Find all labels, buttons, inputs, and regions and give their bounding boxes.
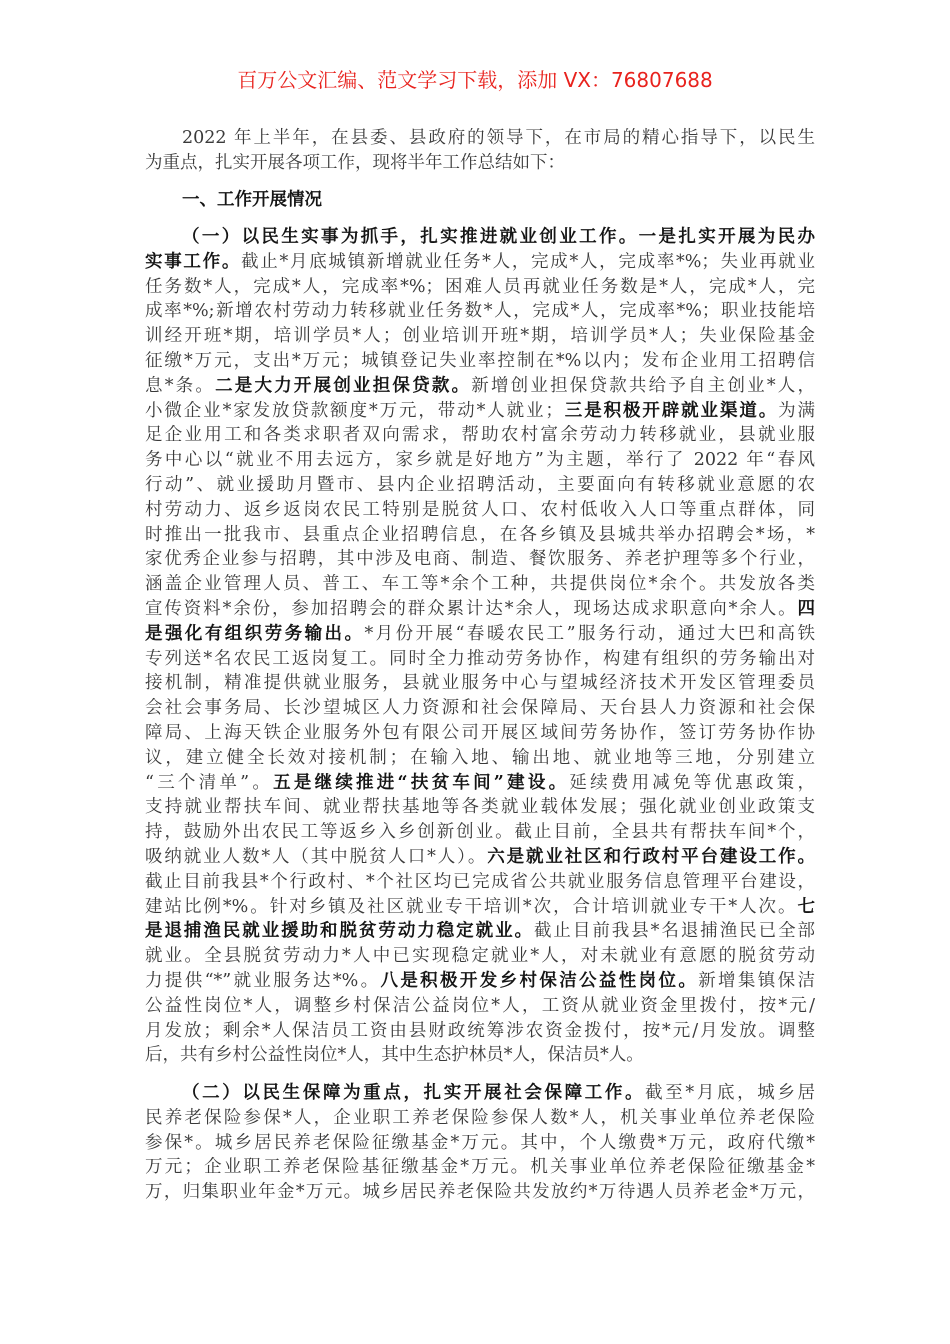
text-line [145,671,815,696]
text-line [145,188,815,213]
body-text: 会社会事务局、长沙望城区人力资源和社会保障局、天台县人力资源和社会保 [145,698,815,719]
body-text: 家优秀企业参与招聘，其中涉及电商、制造、餐饮服务、养老护理等多个行业， [145,549,815,570]
body-text: 障局、上海天铁企业服务外包有限公司开展区域间劳务协作，签订劳务协作协 [145,722,815,743]
body-text: 为满 [778,400,816,421]
text-line [145,448,815,473]
text-line [145,126,815,151]
text-line [145,275,815,300]
text-line [145,721,815,746]
text-line [145,795,815,820]
intro-paragraph [145,126,815,176]
body-text: 时推出一批我市、县重点企业招聘信息，在各乡镇及县城共举办招聘会*场，* [145,524,815,545]
body-text: 参保*。城乡居民养老保险征缴基金*万元。其中，个人缴费*万元，政府代缴* [145,1132,815,1153]
body-text: 训经开班*期，培训学员*人；创业培训开班*期，培训学员*人；失业保险基金 [145,326,815,347]
body-text: 新增创业担保贷款共给予自主创业*人， [471,375,816,396]
body-text: 截止目前我县*名退捕渔民已全部 [533,921,816,942]
bold-text: 七 [797,896,815,917]
text-line [145,151,815,176]
text-line [145,1043,815,1068]
text-line [145,572,815,597]
body-text: 万元；企业职工养老保险基征缴基金*万元。机关事业单位养老保险征缴基金* [145,1157,815,1178]
text-line [145,622,815,647]
body-text: 就业。全县脱贫劳动力*人中已实现稳定就业*人，对未就业有意愿的脱贫劳动 [145,946,815,967]
body-text: 小微企业*家发放贷款额度*万元，带动*人就业； [145,400,563,421]
text-line [145,299,815,324]
body-text: 月发放；剩余*人保洁员工资由县财政统筹涉农资金拨付，按*元/月发放。调整 [145,1020,815,1041]
body-text: 议，建立健全长效对接机制；在输入地、输出地、就业地等三地，分别建立 [145,747,815,768]
section-heading [145,188,815,213]
body-text: 成率*%;新增农村劳动力转移就业任务数*人，完成*人，完成率*%；职业技能培 [145,301,815,322]
text-line [145,1106,815,1131]
bold-text: 二是大力开展创业担保贷款。 [215,375,472,396]
text-line [145,547,815,572]
body-text: 吸纳就业人数*人（其中脱贫人口*人）。 [145,846,488,867]
text-line [145,944,815,969]
text-line [145,250,815,275]
body-text: 延续费用减免等优惠政策， [569,772,815,793]
body-text: *月份开展“春暖农民工”服务行动，通过大巴和高铁 [364,623,815,644]
text-line [145,374,815,399]
text-line [145,597,815,622]
body-text: 力提供“*”就业服务达*%。 [145,970,381,991]
text-line [145,473,815,498]
body-text: 征缴*万元，支出*万元；城镇登记失业率控制在*%以内；发布企业用工招聘信 [145,350,815,371]
text-line [145,994,815,1019]
text-line [145,225,815,250]
bold-text: （一）以民生实事为抓手，扎实推进就业创业工作。一是扎实开展为民办 [182,227,815,247]
text-line [145,870,815,895]
body-text: 宣传资料*余份，参加招聘会的群众累计达*余人，现场达成求职意向*余人。 [145,598,798,619]
text-line [145,349,815,374]
bold-text: 四 [797,598,815,619]
text-line [145,1180,815,1205]
body-text: “三个清单”。 [145,772,274,793]
text-line [145,399,815,424]
body-text: 村劳动力、返乡返岗农民工特别是脱贫人口、农村低收入人口等重点群体，同 [145,499,815,520]
body-text: 涵盖企业管理人员、普工、车工等*余个工种，共提供岗位*余个。共发放各类 [145,574,815,595]
text-line [145,1081,815,1106]
body-text: 新增集镇保洁 [698,970,815,991]
body-text: 接机制，精准提供就业服务，县就业服务中心与望城经济技术开发区管理委员 [145,673,815,694]
text-line [145,696,815,721]
body-text: 建站比例*%。针对乡镇及社区就业专干培训*次，合计培训就业专干*人次。 [145,896,798,917]
text-line [145,1131,815,1156]
text-line [145,845,815,870]
bold-text: 实事工作。 [145,251,242,272]
body-text: 2022 年上半年，在县委、县政府的领导下，在市局的精心指导下，以民生 [182,128,815,148]
body-text: 足企业用工和各类求职者双向需求，帮助农村富余劳动力转移就业，县就业服 [145,425,815,446]
body-text: 公益性岗位*人，调整乡村保洁公益岗位*人，工资从就业资金里拨付，按*元/ [145,995,815,1016]
bold-text: （二）以民生保障为重点，扎实开展社会保障工作。 [182,1083,646,1103]
body-text: 务中心以“就业不用去远方，家乡就是好地方”为主题，举行了 2022 年“春风 [145,450,815,471]
text-line [145,324,815,349]
text-line [145,1019,815,1044]
body-text: 行动”、就业援助月暨市、县内企业招聘活动，主要面向有转移就业意愿的农 [145,474,815,495]
text-line [145,1155,815,1180]
bold-text: 是退捕渔民就业援助和脱贫劳动力稳定就业。 [145,921,534,942]
body-text: 专列送*名农民工返岗复工。同时全力推动劳务协作，构建有组织的劳务输出对 [145,648,815,669]
bold-text: 一、工作开展情况 [182,190,322,210]
text-line [145,771,815,796]
body-text: 为重点，扎实开展各项工作，现将半年工作总结如下： [145,152,565,173]
body-text: 截至*月底，城乡居 [645,1083,816,1103]
text-line [145,919,815,944]
text-line [145,969,815,994]
body-text: 持，鼓励外出农民工等返乡入乡创新创业。截止目前，全县共有帮扶车间*个， [145,822,815,843]
body-text: 任务数*人，完成*人，完成率*%；困难人员再就业任务数是*人，完成*人，完 [145,276,815,297]
section-2-paragraph [145,1081,815,1205]
section-1-paragraph [145,225,815,1068]
bold-text: 是强化有组织劳务输出。 [145,623,365,644]
body-text: 截止目前我县*个行政村、*个社区均已完成省公共就业服务信息管理平台建设， [145,871,815,892]
bold-text: 六是就业社区和行政村平台建设工作。 [487,846,816,867]
body-text: 支持就业帮扶车间、就业帮扶基地等各类就业载体发展；强化就业创业政策支 [145,797,815,818]
text-line [145,895,815,920]
text-line [145,820,815,845]
bold-text: 五是继续推进“扶贫车间”建设。 [273,772,570,793]
bold-text: 八是积极开发乡村保洁公益性岗位。 [380,970,699,991]
body-text: 万，归集职业年金*万元。城乡居民养老保险共发放约*万待遇人员养老金*万元， [145,1182,815,1203]
text-line [145,647,815,672]
text-line [145,523,815,548]
text-line [145,746,815,771]
text-line [145,423,815,448]
bold-text: 三是积极开辟就业渠道。 [562,400,779,421]
body-text: 截止*月底城镇新增就业任务*人，完成*人，完成率*%；失业再就业 [241,251,815,272]
body-text: 民养老保险参保*人，企业职工养老保险参保人数*人，机关事业单位养老保险 [145,1107,815,1128]
body-text: 后，共有乡村公益性岗位*人，其中生态护林员*人，保洁员*人。 [145,1045,644,1066]
watermark-banner: 百万公文汇编、范文学习下载，添加 VX：76807688 [237,68,713,92]
body-text: 息*条。 [145,375,216,396]
text-line [145,498,815,523]
